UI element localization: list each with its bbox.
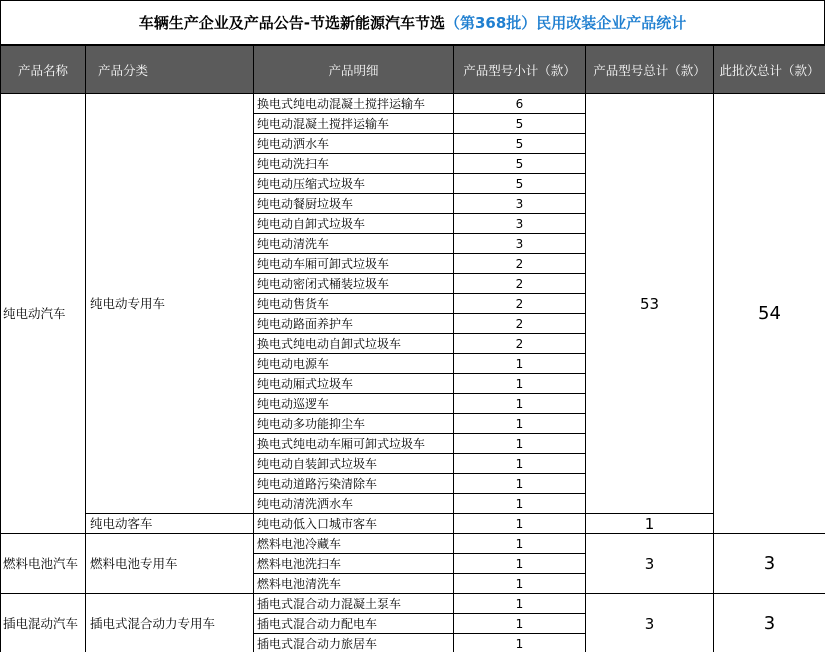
product-detail-cell: 纯电动洒水车 bbox=[254, 134, 454, 154]
product-detail-cell: 纯电动电源车 bbox=[254, 354, 454, 374]
model-subtotal-cell: 1 bbox=[454, 454, 586, 474]
title-main: 车辆生产企业及产品公告-节选新能源汽车节选 bbox=[138, 14, 445, 32]
product-detail-cell: 换电式纯电动自卸式垃圾车 bbox=[254, 334, 454, 354]
header-row bbox=[1, 46, 825, 94]
product-detail-cell: 换电式纯电动混凝土搅拌运输车 bbox=[254, 94, 454, 114]
product-detail-cell: 纯电动混凝土搅拌运输车 bbox=[254, 114, 454, 134]
product-detail-cell: 纯电动自装卸式垃圾车 bbox=[254, 454, 454, 474]
product-detail-cell: 纯电动多功能抑尘车 bbox=[254, 414, 454, 434]
model-subtotal-cell: 2 bbox=[454, 294, 586, 314]
header-product-detail: 产品明细 bbox=[254, 46, 454, 94]
model-subtotal-cell: 5 bbox=[454, 154, 586, 174]
model-total-cell: 1 bbox=[586, 514, 714, 534]
model-subtotal-cell: 3 bbox=[454, 234, 586, 254]
product-detail-cell: 纯电动低入口城市客车 bbox=[254, 514, 454, 534]
model-subtotal-cell: 2 bbox=[454, 334, 586, 354]
product-detail-cell: 燃料电池冷藏车 bbox=[254, 534, 454, 554]
header-product-name: 产品名称 bbox=[1, 46, 86, 94]
model-subtotal-cell: 2 bbox=[454, 254, 586, 274]
product-category-cell: 纯电动专用车 bbox=[86, 94, 254, 514]
product-detail-cell: 纯电动压缩式垃圾车 bbox=[254, 174, 454, 194]
model-subtotal-cell: 5 bbox=[454, 134, 586, 154]
model-subtotal-cell: 1 bbox=[454, 614, 586, 634]
batch-total-cell: 54 bbox=[714, 94, 825, 534]
model-subtotal-cell: 2 bbox=[454, 314, 586, 334]
product-detail-cell: 纯电动密闭式桶装垃圾车 bbox=[254, 274, 454, 294]
product-detail-cell: 纯电动洗扫车 bbox=[254, 154, 454, 174]
model-subtotal-cell: 5 bbox=[454, 174, 586, 194]
product-detail-cell: 插电式混合动力旅居车 bbox=[254, 634, 454, 652]
model-subtotal-cell: 5 bbox=[454, 114, 586, 134]
table-body bbox=[1, 94, 825, 652]
product-detail-cell: 纯电动车厢可卸式垃圾车 bbox=[254, 254, 454, 274]
header-product-category: 产品分类 bbox=[86, 46, 254, 94]
model-subtotal-cell: 1 bbox=[454, 374, 586, 394]
model-total-cell: 3 bbox=[586, 594, 714, 652]
product-category-cell: 插电式混合动力专用车 bbox=[86, 594, 254, 652]
model-subtotal-cell: 1 bbox=[454, 414, 586, 434]
table-row bbox=[1, 94, 825, 114]
table-row bbox=[1, 594, 825, 614]
table-row bbox=[1, 534, 825, 554]
header-model-total: 产品型号总计（款） bbox=[586, 46, 714, 94]
product-detail-cell: 纯电动道路污染清除车 bbox=[254, 474, 454, 494]
header-batch-total: 此批次总计（款） bbox=[714, 46, 825, 94]
product-detail-cell: 纯电动售货车 bbox=[254, 294, 454, 314]
model-subtotal-cell: 1 bbox=[454, 354, 586, 374]
model-subtotal-cell: 1 bbox=[454, 634, 586, 652]
product-category-cell: 燃料电池专用车 bbox=[86, 534, 254, 594]
product-detail-cell: 纯电动清洗洒水车 bbox=[254, 494, 454, 514]
product-name-cell: 纯电动汽车 bbox=[1, 94, 86, 534]
model-total-cell: 3 bbox=[586, 534, 714, 594]
model-total-cell: 53 bbox=[586, 94, 714, 514]
model-subtotal-cell: 1 bbox=[454, 394, 586, 414]
model-subtotal-cell: 2 bbox=[454, 274, 586, 294]
batch-total-cell: 3 bbox=[714, 594, 825, 652]
product-detail-cell: 换电式纯电动车厢可卸式垃圾车 bbox=[254, 434, 454, 454]
product-table bbox=[0, 45, 825, 652]
model-subtotal-cell: 1 bbox=[454, 434, 586, 454]
model-subtotal-cell: 6 bbox=[454, 94, 586, 114]
title-batch: （第368批）民用改装企业产品统计 bbox=[444, 14, 687, 32]
product-name-cell: 燃料电池汽车 bbox=[1, 534, 86, 594]
model-subtotal-cell: 1 bbox=[454, 474, 586, 494]
model-subtotal-cell: 3 bbox=[454, 194, 586, 214]
model-subtotal-cell: 1 bbox=[454, 574, 586, 594]
product-detail-cell: 纯电动餐厨垃圾车 bbox=[254, 194, 454, 214]
model-subtotal-cell: 1 bbox=[454, 594, 586, 614]
product-detail-cell: 插电式混合动力混凝土泵车 bbox=[254, 594, 454, 614]
product-detail-cell: 燃料电池洗扫车 bbox=[254, 554, 454, 574]
product-detail-cell: 插电式混合动力配电车 bbox=[254, 614, 454, 634]
product-category-cell: 纯电动客车 bbox=[86, 514, 254, 534]
product-detail-cell: 纯电动厢式垃圾车 bbox=[254, 374, 454, 394]
model-subtotal-cell: 1 bbox=[454, 514, 586, 534]
model-subtotal-cell: 1 bbox=[454, 534, 586, 554]
product-detail-cell: 纯电动自卸式垃圾车 bbox=[254, 214, 454, 234]
product-detail-cell: 燃料电池清洗车 bbox=[254, 574, 454, 594]
product-detail-cell: 纯电动路面养护车 bbox=[254, 314, 454, 334]
table-row bbox=[1, 514, 825, 534]
model-subtotal-cell: 3 bbox=[454, 214, 586, 234]
model-subtotal-cell: 1 bbox=[454, 554, 586, 574]
product-name-cell: 插电混动汽车 bbox=[1, 594, 86, 652]
batch-total-cell: 3 bbox=[714, 534, 825, 594]
header-model-subtotal: 产品型号小计（款） bbox=[454, 46, 586, 94]
sheet-title bbox=[0, 0, 825, 45]
product-detail-cell: 纯电动清洗车 bbox=[254, 234, 454, 254]
product-detail-cell: 纯电动巡逻车 bbox=[254, 394, 454, 414]
model-subtotal-cell: 1 bbox=[454, 494, 586, 514]
